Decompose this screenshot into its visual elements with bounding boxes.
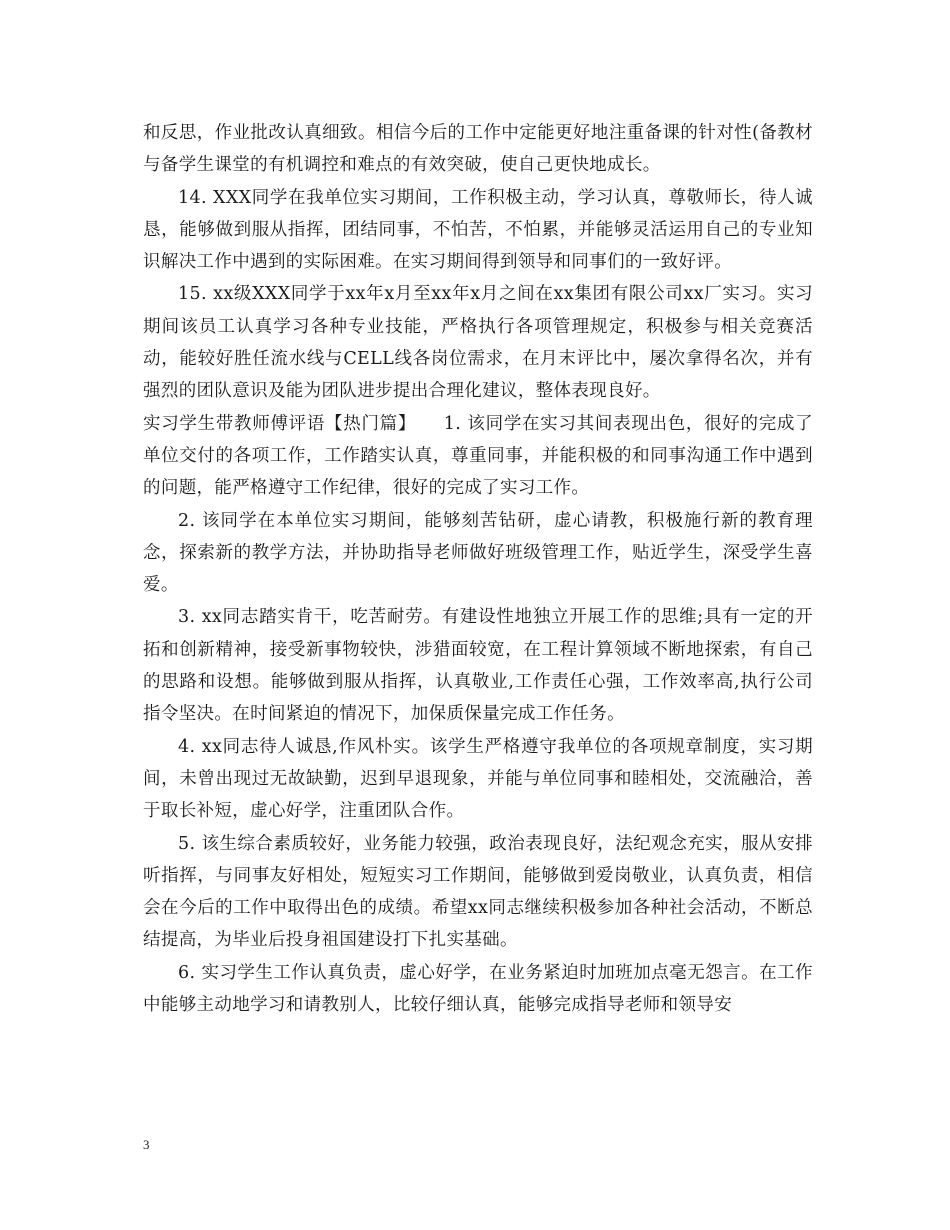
- paragraph-item-6: 6. 实习学生工作认真负责，虚心好学，在业务紧迫时加班加点毫无怨言。在工作中能够主动地学习和请教别人，比较仔细认真，能够完成指导老师和领导安: [143, 962, 813, 1016]
- paragraph-item-4: 4. xx同志待人诚恳,作风朴实。该学生严格遵守我单位的各项规章制度，实习期间，未曾出现过无故缺勤，迟到早退现象，并能与单位同事和睦相处，交流融洽，善于取长补短，虚心好学，注重团队合作。: [143, 736, 813, 822]
- paragraph-item-5: 5. 该生综合素质较好，业务能力较强，政治表现良好，法纪观念充实，服从安排听指挥，与同事友好相处，短短实习工作期间，能够做到爱岗敬业，认真负责，相信会在今后的工作中取得出色的成绩。希望xx同志继续积极参加各种社会活动，不断总结提高，为毕业后投身祖国建设打下扎实基础。: [143, 833, 813, 951]
- document-body: [143, 117, 813, 1021]
- page-number: 3: [143, 1137, 150, 1152]
- paragraph-item-15: 15. xx级XXX同学于xx年x月至xx年x月之间在xx集团有限公司xx厂实习。实习期间该员工认真学习各种专业技能，严格执行各项管理规定，积极参与相关竞赛活动，能较好胜任流水线与CELL线各岗位需求，在月末评比中，屡次拿得名次，并有强烈的团队意识及能为团队进步提出合理化建议，整体表现良好。: [143, 284, 813, 402]
- section-heading-paragraph: 实习学生带教师傅评语【热门篇】 1. 该同学在实习其间表现出色，很好的完成了单位交付的各项工作，工作踏实认真，尊重同事，并能积极的和同事沟通工作中遇到的问题，能严格遵守工作纪律，很好的完成了实习工作。: [143, 413, 813, 499]
- paragraph-item-2: 2. 该同学在本单位实习期间，能够刻苦钻研，虚心请教，积极施行新的教育理念，探索新的教学方法，并协助指导老师做好班级管理工作，贴近学生，深受学生喜爱。: [143, 510, 813, 596]
- paragraph-item-3: 3. xx同志踏实肯干，吃苦耐劳。有建设性地独立开展工作的思维;具有一定的开拓和创新精神，接受新事物较快，涉猎面较宽，在工程计算领域不断地探索，有自己的思路和设想。能够做到服从指挥，认真敬业,工作责任心强，工作效率高,执行公司指令坚决。在时间紧迫的情况下，加保质保量完成工作任务。: [143, 607, 813, 725]
- paragraph-continuation: 和反思，作业批改认真细致。相信今后的工作中定能更好地注重备课的针对性(备教材与备学生课堂的有机调控和难点的有效突破，使自己更快地成长。: [143, 123, 813, 176]
- paragraph-item-14: 14. XXX同学在我单位实习期间，工作积极主动，学习认真，尊敬师长，待人诚恳，能够做到服从指挥，团结同事，不怕苦，不怕累，并能够灵活运用自己的专业知识解决工作中遇到的实际困难。在实习期间得到领导和同事们的一致好评。: [143, 187, 813, 273]
